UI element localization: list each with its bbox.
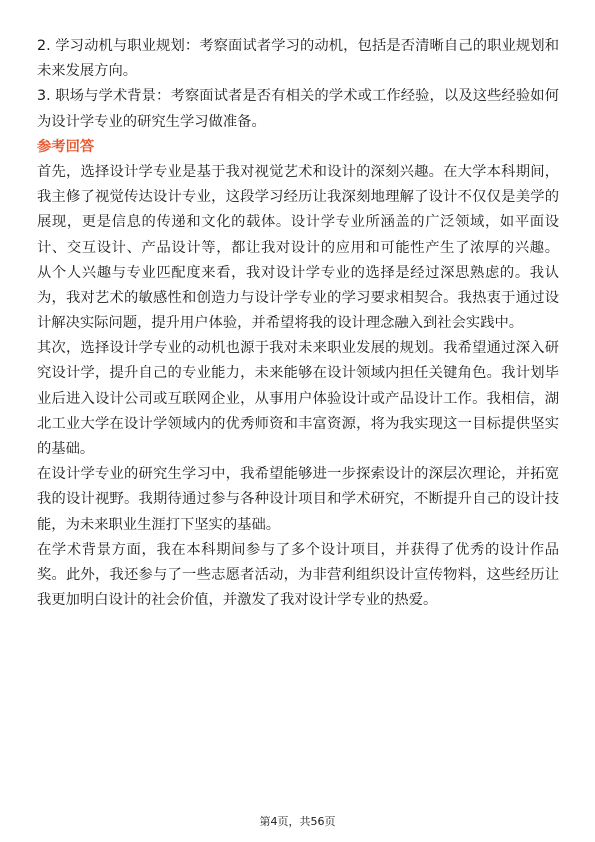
paragraph-line: 能，为未来职业生涯打下坚实的基础。 <box>37 516 281 533</box>
question-2-line-2: 未来发展方向。 <box>37 63 138 80</box>
page-footer <box>0 815 595 829</box>
page-number-label: 第4页，共56页 <box>259 815 336 828</box>
paragraph-line: 计解决实际问题，提升用户体验，并希望将我的设计理念融入到社会实践中。 <box>37 315 524 332</box>
paragraph-line: 业后进入设计公司或互联网企业，从事用户体验设计或产品设计工作。我相信，湖 <box>37 390 559 407</box>
question-item-2 <box>37 34 559 84</box>
paragraph-line: 从个人兴趣与专业匹配度来看，我对设计学专业的选择是经过深思熟虑的。我认 <box>37 264 559 281</box>
paragraph-line: 奖。此外，我还参与了一些志愿者活动，为非营利组织设计宣传物料，这些经历让 <box>37 566 559 583</box>
paragraph-line: 北工业大学在设计学领域内的优秀师资和丰富资源，将为我实现这一目标提供坚实 <box>37 415 559 432</box>
paragraph-line: 首先，选择设计学专业是基于我对视觉艺术和设计的深刻兴趣。在大学本科期间， <box>37 163 559 180</box>
paragraph-line: 计、交互设计、产品设计等，都让我对设计的应用和可能性产生了浓厚的兴趣。 <box>37 239 559 256</box>
paragraph-line: 我更加明白设计的社会价值，并激发了我对设计学专业的热爱。 <box>37 592 438 609</box>
paragraph-line: 我的设计视野。我期待通过参与各种设计项目和学术研究，不断提升自己的设计技 <box>37 491 559 508</box>
question-item-3 <box>37 84 559 134</box>
paragraph-line: 在学术背景方面，我在本科期间参与了多个设计项目，并获得了优秀的设计作品 <box>37 541 559 558</box>
question-3-line-1: 3. 职场与学术背景：考察面试者是否有相关的学术或工作经验，以及这些经验如何 <box>37 88 559 105</box>
paragraph-line: 为，我对艺术的敏感性和创造力与设计学专业的学习要求相契合。我热衷于通过设 <box>37 289 559 306</box>
paragraph-line: 的基础。 <box>37 441 95 457</box>
answer-heading: 参考回答 <box>37 138 95 155</box>
answer-paragraph-2 <box>37 261 559 337</box>
question-3-line-2: 为设计学专业的研究生学习做准备。 <box>37 113 266 130</box>
answer-paragraph-3 <box>37 336 559 462</box>
document-page <box>37 34 559 613</box>
answer-paragraph-4 <box>37 462 559 538</box>
paragraph-line: 展现，更是信息的传递和文化的载体。设计学专业所涵盖的广泛领域，如平面设 <box>37 214 559 231</box>
paragraph-line: 究设计学，提升自己的专业能力，未来能够在设计领域内担任关键角色。我计划毕 <box>37 365 559 382</box>
answer-paragraph-1 <box>37 160 559 261</box>
paragraph-line: 其次，选择设计学专业的动机也源于我对未来职业发展的规划。我希望通过深入研 <box>37 340 559 357</box>
paragraph-line: 我主修了视觉传达设计专业，这段学习经历让我深刻地理解了设计不仅仅是美学的 <box>37 189 559 206</box>
question-2-line-1: 2. 学习动机与职业规划：考察面试者学习的动机，包括是否清晰自己的职业规划和 <box>37 38 559 54</box>
paragraph-line: 在设计学专业的研究生学习中，我希望能够进一步探索设计的深层次理论，并拓宽 <box>37 466 559 483</box>
answer-paragraph-5 <box>37 538 559 614</box>
